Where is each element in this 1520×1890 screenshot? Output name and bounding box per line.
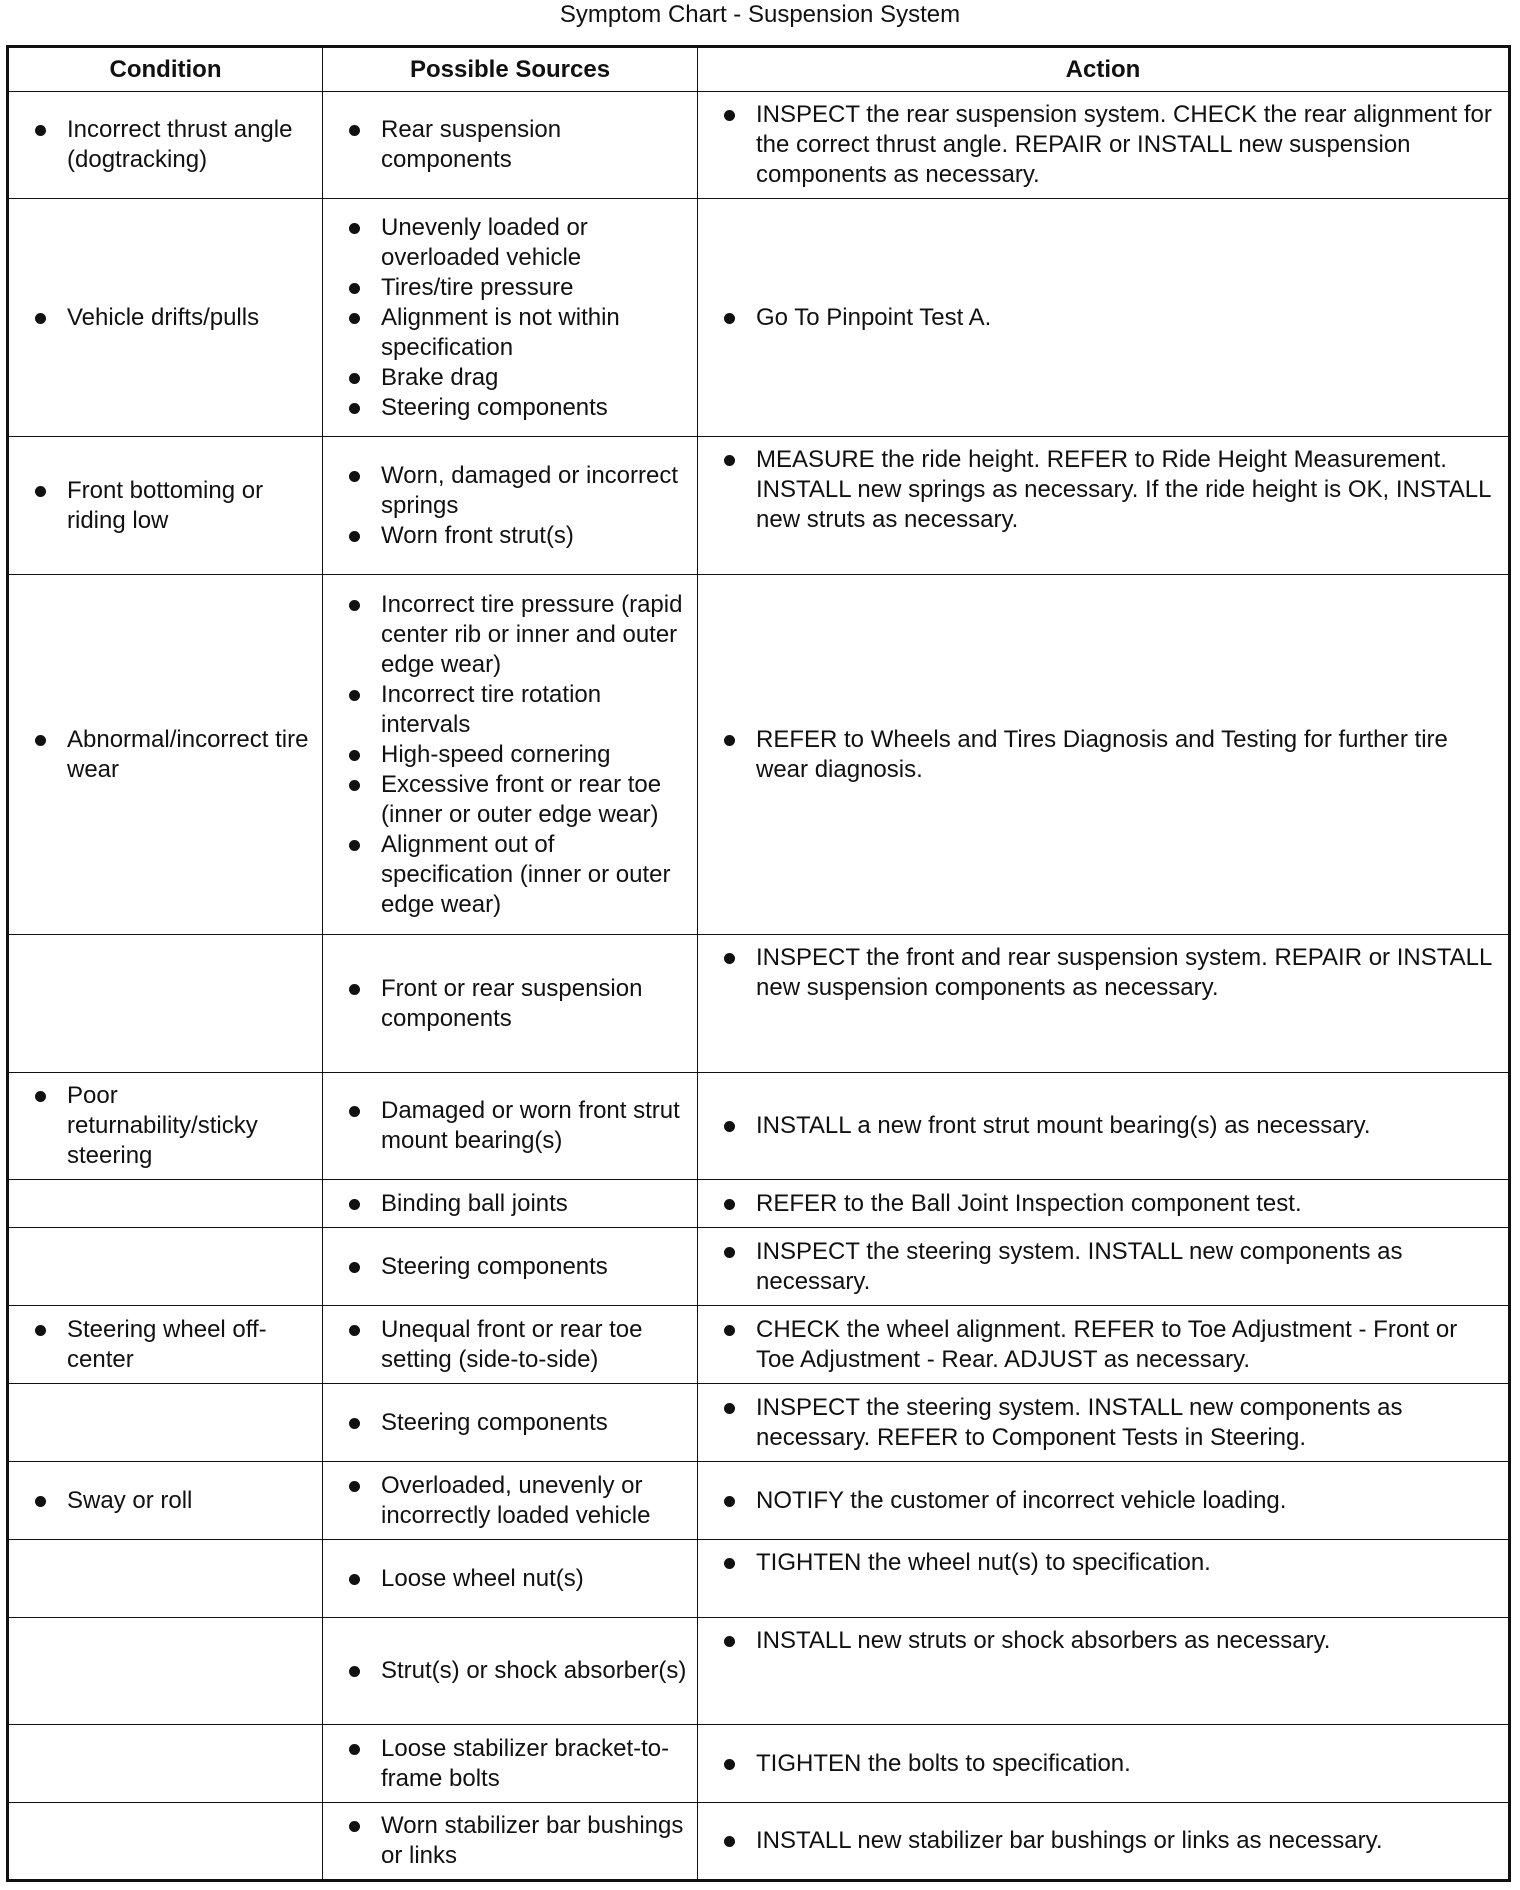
sources-cell bbox=[323, 199, 698, 437]
sources-cell bbox=[323, 1540, 698, 1618]
sources-cell bbox=[323, 1803, 698, 1881]
action-item: TIGHTEN the wheel nut(s) to specification. bbox=[698, 1548, 1500, 1578]
header-possible-sources: Possible Sources bbox=[323, 47, 698, 92]
source-item: Incorrect tire pressure (rapid center rib or inner and outer edge wear) bbox=[323, 590, 689, 680]
action-cell bbox=[698, 199, 1510, 437]
sources-list bbox=[323, 1096, 689, 1156]
source-item: Excessive front or rear toe (inner or outer edge wear) bbox=[323, 770, 689, 830]
action-item: INSTALL new struts or shock absorbers as necessary. bbox=[698, 1626, 1500, 1656]
sources-cell bbox=[323, 1180, 698, 1228]
action-item: INSTALL new stabilizer bar bushings or links as necessary. bbox=[698, 1826, 1500, 1856]
condition-item: Abnormal/incorrect tire wear bbox=[9, 725, 314, 785]
sources-list bbox=[323, 1408, 689, 1438]
action-list bbox=[698, 1111, 1500, 1141]
symptom-table bbox=[6, 45, 1511, 1882]
condition-cell bbox=[8, 1725, 323, 1803]
condition-cell bbox=[8, 935, 323, 1073]
table-row bbox=[8, 575, 1510, 935]
action-item: INSTALL a new front strut mount bearing(s) as necessary. bbox=[698, 1111, 1500, 1141]
source-item: Loose wheel nut(s) bbox=[323, 1564, 689, 1594]
action-item: REFER to Wheels and Tires Diagnosis and Testing for further tire wear diagnosis. bbox=[698, 725, 1500, 785]
condition-cell bbox=[8, 575, 323, 935]
action-cell bbox=[698, 1073, 1510, 1180]
action-list bbox=[698, 1826, 1500, 1856]
sources-list bbox=[323, 115, 689, 175]
table-row bbox=[8, 1803, 1510, 1881]
table-body bbox=[8, 92, 1510, 1881]
sources-list bbox=[323, 213, 689, 423]
source-item: Worn front strut(s) bbox=[323, 521, 689, 551]
sources-cell bbox=[323, 1725, 698, 1803]
source-item: Strut(s) or shock absorber(s) bbox=[323, 1656, 689, 1686]
action-list bbox=[698, 725, 1500, 785]
action-list bbox=[698, 1486, 1500, 1516]
table-row bbox=[8, 1228, 1510, 1306]
condition-cell bbox=[8, 1384, 323, 1462]
action-item: INSPECT the rear suspension system. CHECK the rear alignment for the correct thrust angle. REPAIR or INSTALL new suspension components as necessary. bbox=[698, 100, 1500, 190]
condition-cell bbox=[8, 1462, 323, 1540]
chart-title: Symptom Chart - Suspension System bbox=[559, 1, 961, 28]
table-row bbox=[8, 1306, 1510, 1384]
sources-list bbox=[323, 1656, 689, 1686]
header-action: Action bbox=[698, 47, 1510, 92]
action-item: CHECK the wheel alignment. REFER to Toe Adjustment - Front or Toe Adjustment - Rear. ADJUST as necessary. bbox=[698, 1315, 1500, 1375]
table-row bbox=[8, 199, 1510, 437]
sources-cell bbox=[323, 1228, 698, 1306]
action-item: REFER to the Ball Joint Inspection component test. bbox=[698, 1189, 1500, 1219]
header-row bbox=[8, 47, 1510, 92]
condition-list bbox=[9, 476, 314, 536]
action-cell bbox=[698, 1803, 1510, 1881]
sources-cell bbox=[323, 1462, 698, 1540]
action-list bbox=[698, 1749, 1500, 1779]
action-cell bbox=[698, 92, 1510, 199]
source-item: Worn, damaged or incorrect springs bbox=[323, 461, 689, 521]
condition-list bbox=[9, 1081, 314, 1171]
action-cell bbox=[698, 1384, 1510, 1462]
table-row bbox=[8, 1540, 1510, 1618]
condition-item: Poor returnability/sticky steering bbox=[9, 1081, 314, 1171]
condition-cell bbox=[8, 1180, 323, 1228]
action-item: NOTIFY the customer of incorrect vehicle loading. bbox=[698, 1486, 1500, 1516]
sources-cell bbox=[323, 1384, 698, 1462]
action-item: INSPECT the steering system. INSTALL new components as necessary. REFER to Component Tests in Steering. bbox=[698, 1393, 1500, 1453]
action-cell bbox=[698, 1306, 1510, 1384]
sources-cell bbox=[323, 1618, 698, 1725]
table-row bbox=[8, 437, 1510, 575]
sources-list bbox=[323, 1564, 689, 1594]
condition-cell bbox=[8, 1540, 323, 1618]
action-cell bbox=[698, 1618, 1510, 1725]
source-item: Steering components bbox=[323, 1252, 689, 1282]
source-item: Damaged or worn front strut mount bearing(s) bbox=[323, 1096, 689, 1156]
action-item: Go To Pinpoint Test A. bbox=[698, 303, 1500, 333]
sources-cell bbox=[323, 437, 698, 575]
condition-list bbox=[9, 115, 314, 175]
source-item: Worn stabilizer bar bushings or links bbox=[323, 1811, 689, 1871]
source-item: Alignment is not within specification bbox=[323, 303, 689, 363]
table-row bbox=[8, 1180, 1510, 1228]
source-item: Tires/tire pressure bbox=[323, 273, 689, 303]
sources-list bbox=[323, 1734, 689, 1794]
action-item: MEASURE the ride height. REFER to Ride Height Measurement. INSTALL new springs as necessary. If the ride height is OK, INSTALL new struts as necessary. bbox=[698, 445, 1500, 535]
action-cell bbox=[698, 935, 1510, 1073]
source-item: Steering components bbox=[323, 1408, 689, 1438]
action-cell bbox=[698, 437, 1510, 575]
action-item: INSPECT the steering system. INSTALL new components as necessary. bbox=[698, 1237, 1500, 1297]
sources-list bbox=[323, 1315, 689, 1375]
condition-list bbox=[9, 303, 314, 333]
condition-item: Sway or roll bbox=[9, 1486, 314, 1516]
table-row bbox=[8, 92, 1510, 199]
condition-list bbox=[9, 1315, 314, 1375]
condition-cell bbox=[8, 1228, 323, 1306]
action-cell bbox=[698, 1462, 1510, 1540]
source-item: Unevenly loaded or overloaded vehicle bbox=[323, 213, 689, 273]
action-list bbox=[698, 445, 1500, 535]
action-list bbox=[698, 1189, 1500, 1219]
source-item: Rear suspension components bbox=[323, 115, 689, 175]
source-item: Binding ball joints bbox=[323, 1189, 689, 1219]
source-item: Brake drag bbox=[323, 363, 689, 393]
action-item: TIGHTEN the bolts to specification. bbox=[698, 1749, 1500, 1779]
source-item: Steering components bbox=[323, 393, 689, 423]
condition-list bbox=[9, 725, 314, 785]
sources-list bbox=[323, 974, 689, 1034]
condition-cell bbox=[8, 1803, 323, 1881]
source-item: Incorrect tire rotation intervals bbox=[323, 680, 689, 740]
table-row bbox=[8, 935, 1510, 1073]
condition-cell bbox=[8, 437, 323, 575]
action-cell bbox=[698, 1540, 1510, 1618]
sources-cell bbox=[323, 935, 698, 1073]
condition-item: Front bottoming or riding low bbox=[9, 476, 314, 536]
condition-cell bbox=[8, 92, 323, 199]
action-list bbox=[698, 1237, 1500, 1297]
action-list bbox=[698, 943, 1500, 1003]
source-item: High-speed cornering bbox=[323, 740, 689, 770]
action-cell bbox=[698, 1180, 1510, 1228]
condition-cell bbox=[8, 1306, 323, 1384]
action-list bbox=[698, 1315, 1500, 1375]
source-item: Loose stabilizer bracket-to-frame bolts bbox=[323, 1734, 689, 1794]
sources-list bbox=[323, 1189, 689, 1219]
table-row bbox=[8, 1073, 1510, 1180]
sources-cell bbox=[323, 1306, 698, 1384]
sources-list bbox=[323, 461, 689, 551]
action-list bbox=[698, 1393, 1500, 1453]
action-cell bbox=[698, 1725, 1510, 1803]
action-cell bbox=[698, 575, 1510, 935]
action-list bbox=[698, 303, 1500, 333]
condition-list bbox=[9, 1486, 314, 1516]
action-list bbox=[698, 1548, 1500, 1578]
source-item: Alignment out of specification (inner or outer edge wear) bbox=[323, 830, 689, 920]
source-item: Front or rear suspension components bbox=[323, 974, 689, 1034]
source-item: Unequal front or rear toe setting (side-to-side) bbox=[323, 1315, 689, 1375]
condition-item: Incorrect thrust angle (dogtracking) bbox=[9, 115, 314, 175]
sources-list bbox=[323, 1471, 689, 1531]
condition-cell bbox=[8, 199, 323, 437]
source-item: Overloaded, unevenly or incorrectly loaded vehicle bbox=[323, 1471, 689, 1531]
action-item: INSPECT the front and rear suspension system. REPAIR or INSTALL new suspension components as necessary. bbox=[698, 943, 1500, 1003]
condition-cell bbox=[8, 1618, 323, 1725]
sources-list bbox=[323, 1811, 689, 1871]
header-condition: Condition bbox=[8, 47, 323, 92]
sources-cell bbox=[323, 575, 698, 935]
action-list bbox=[698, 100, 1500, 190]
sources-list bbox=[323, 1252, 689, 1282]
action-list bbox=[698, 1626, 1500, 1656]
sources-cell bbox=[323, 1073, 698, 1180]
condition-cell bbox=[8, 1073, 323, 1180]
condition-item: Vehicle drifts/pulls bbox=[9, 303, 314, 333]
sources-cell bbox=[323, 92, 698, 199]
condition-item: Steering wheel off-center bbox=[9, 1315, 314, 1375]
action-cell bbox=[698, 1228, 1510, 1306]
table-row bbox=[8, 1462, 1510, 1540]
sources-list bbox=[323, 590, 689, 920]
table-row bbox=[8, 1618, 1510, 1725]
table-row bbox=[8, 1384, 1510, 1462]
table-row bbox=[8, 1725, 1510, 1803]
